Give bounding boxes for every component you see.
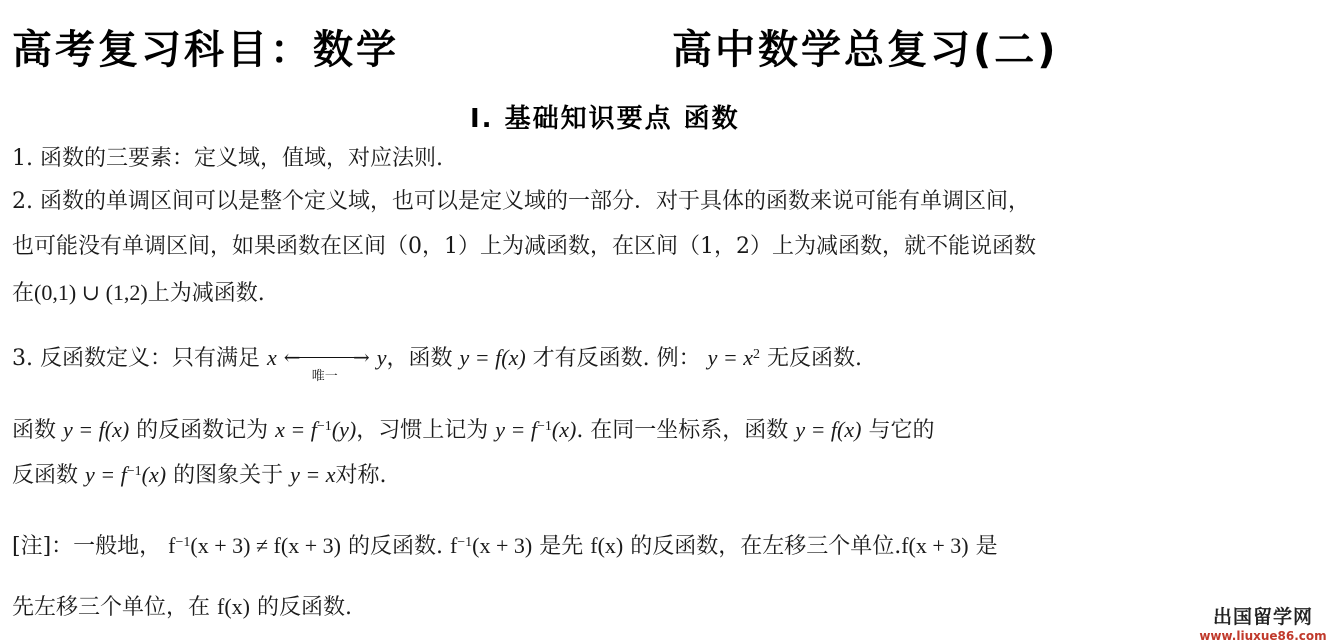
header-subject: 高考复习科目：数学 bbox=[12, 27, 399, 73]
arrow-right-head: → bbox=[352, 345, 370, 369]
var-y: y bbox=[376, 345, 387, 370]
note-expr-1-a: f bbox=[168, 533, 176, 558]
note-l1-c: 是先 bbox=[539, 534, 584, 559]
note-l1-a: [注]：一般地， bbox=[12, 534, 162, 559]
item-3-prefix: 3. 反函数定义：只有满足 bbox=[12, 346, 260, 371]
inverse-expr-2-a: y = f bbox=[495, 417, 537, 442]
section-title: I. 基础知识要点 函数 bbox=[470, 104, 740, 134]
inverse-expr-3 bbox=[85, 462, 166, 487]
var-x: x bbox=[266, 345, 277, 370]
note-expr-5: f(x) bbox=[217, 594, 250, 619]
inverse-l2-c: 对称. bbox=[335, 463, 387, 488]
item-3-mid: ，函数 bbox=[386, 346, 453, 371]
item-2-line-1: 2. 函数的单调区间可以是整个定义域，也可以是定义域的一部分．对于具体的函数来说可能有单调区间， bbox=[12, 189, 1030, 214]
note-expr-1 bbox=[168, 533, 341, 558]
note-l2-a: 先左移三个单位，在 bbox=[12, 595, 211, 620]
note-l2-b: 的反函数. bbox=[257, 595, 352, 620]
note-line-2 bbox=[12, 592, 352, 623]
watermark-text: 出国留学网 bbox=[1212, 606, 1313, 628]
item-2-line-3-suffix: 上为减函数. bbox=[147, 281, 265, 306]
example-expr bbox=[708, 345, 760, 370]
note-expr-2-exp: −1 bbox=[457, 535, 473, 550]
arrow-label: 唯一 bbox=[311, 369, 338, 384]
inverse-expr-2-b: (x) bbox=[551, 417, 577, 442]
item-3 bbox=[12, 343, 863, 384]
inverse-expr-1-b: (y) bbox=[331, 417, 357, 442]
inverse-expr-3-b: (x) bbox=[141, 462, 167, 487]
inverse-expr-1-exp: −1 bbox=[316, 419, 332, 434]
unique-mapping-arrow bbox=[283, 345, 370, 384]
item-2-line-3 bbox=[12, 278, 265, 309]
item-2-line-2: 也可能没有单调区间，如果函数在区间（0，1）上为减函数，在区间（1，2）上为减函数，就不能说函数 bbox=[12, 234, 1036, 259]
header-title: 高中数学总复习(二) bbox=[672, 27, 1059, 73]
item-1: 1. 函数的三要素：定义域，值域，对应法则. bbox=[12, 146, 443, 171]
example-exp: 2 bbox=[753, 347, 761, 362]
inverse-line-1 bbox=[12, 415, 934, 446]
function-expr: y = f(x) bbox=[459, 345, 526, 370]
item-2-line-3-prefix: 在 bbox=[12, 281, 35, 306]
item-3-suffix: 无反函数. bbox=[767, 346, 863, 371]
arrow-left-head: ← bbox=[283, 345, 301, 369]
inverse-expr-1 bbox=[275, 417, 356, 442]
inverse-expr-3-a: y = f bbox=[85, 462, 127, 487]
item-3-after: 才有反函数. 例： bbox=[532, 346, 701, 371]
example-base: y = x bbox=[707, 345, 754, 370]
symmetry-line: y = x bbox=[290, 462, 336, 487]
note-l1-d: 的反函数，在左移三个单位. bbox=[630, 534, 902, 559]
note-expr-1-b: (x + 3) ≠ f(x + 3) bbox=[190, 533, 341, 558]
inverse-l2-b: 的图象关于 bbox=[173, 463, 284, 488]
note-expr-4: f(x + 3) bbox=[901, 533, 969, 558]
watermark-url: www.liuxue86.com bbox=[1199, 629, 1327, 643]
inverse-l1-b: 的反函数记为 bbox=[136, 418, 269, 443]
site-watermark bbox=[1196, 602, 1330, 643]
inverse-expr-3-exp: −1 bbox=[126, 464, 142, 479]
note-l1-b: 的反函数. bbox=[347, 534, 443, 559]
inverse-expr-1-a: x = f bbox=[275, 417, 317, 442]
inverse-l1-c: ，习惯上记为 bbox=[356, 418, 489, 443]
inverse-l2-a: 反函数 bbox=[12, 463, 79, 488]
inverse-expr-2 bbox=[495, 417, 576, 442]
note-line-1 bbox=[12, 531, 998, 562]
note-expr-2-b: (x + 3) bbox=[472, 533, 533, 558]
inverse-expr-2-exp: −1 bbox=[536, 419, 552, 434]
note-l1-e: 是 bbox=[975, 534, 998, 559]
inverse-line-2 bbox=[12, 460, 386, 491]
inverse-l1-a: 函数 bbox=[12, 418, 57, 443]
note-expr-2 bbox=[450, 533, 532, 558]
note-expr-3: f(x) bbox=[590, 533, 624, 558]
inverse-l1-func-2: y = f(x) bbox=[795, 417, 862, 442]
interval-union: (0,1) ∪ (1,2) bbox=[34, 280, 148, 305]
inverse-l1-func: y = f(x) bbox=[63, 417, 130, 442]
note-expr-1-exp: −1 bbox=[175, 535, 191, 550]
inverse-l1-e: 与它的 bbox=[868, 418, 935, 443]
note-expr-2-a: f bbox=[449, 533, 458, 558]
inverse-l1-d: . 在同一坐标系，函数 bbox=[576, 418, 789, 443]
